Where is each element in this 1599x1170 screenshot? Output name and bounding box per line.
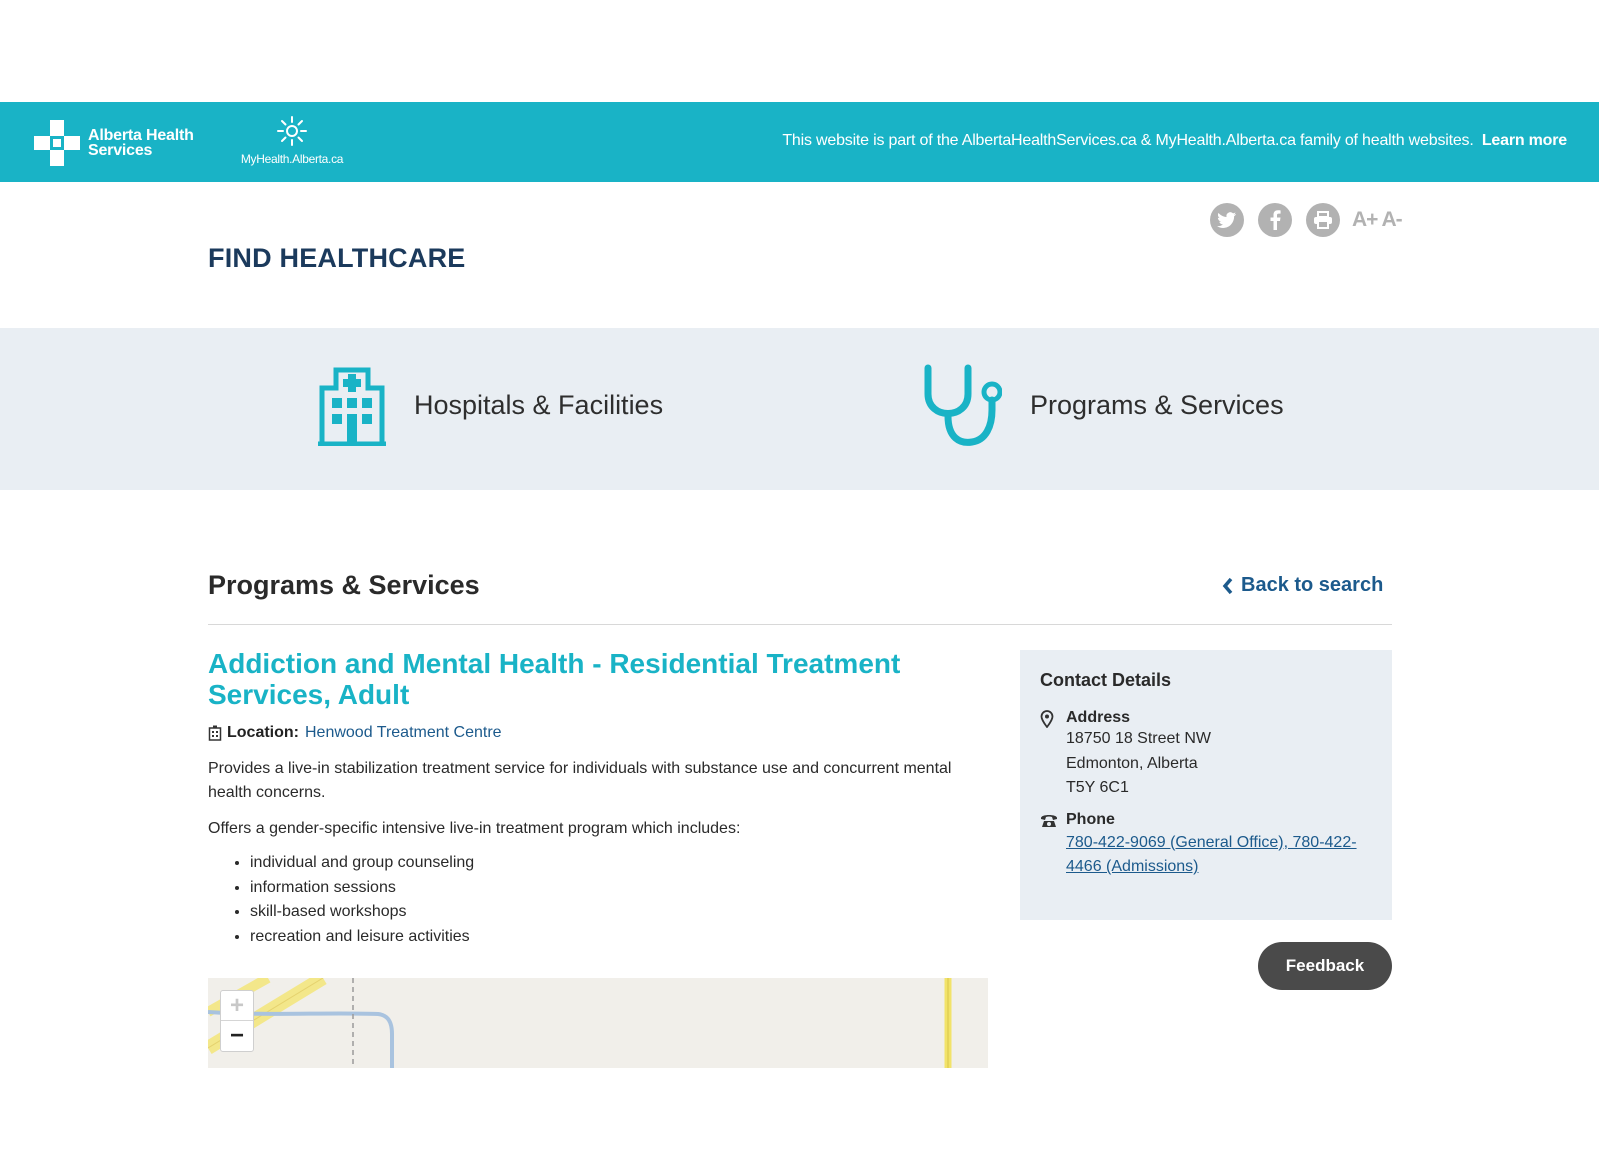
category-hospitals-label: Hospitals & Facilities xyxy=(414,389,664,420)
location-label: Location: xyxy=(227,724,299,741)
back-to-search-label: Back to search xyxy=(1241,574,1384,596)
list-item: • skill-based workshops xyxy=(250,900,988,925)
hospital-icon xyxy=(318,364,386,446)
category-hospitals[interactable] xyxy=(318,364,663,446)
zoom-in-button[interactable]: + xyxy=(221,991,253,1021)
address-line: 18750 18 Street NW xyxy=(1066,730,1211,747)
category-programs[interactable] xyxy=(920,364,1284,446)
list-item: • information sessions xyxy=(250,876,988,901)
banner-message-text: This website is part of the AlbertaHealthServices.ca & MyHealth.Alberta.ca family of health websites. xyxy=(782,132,1474,149)
ahs-logo[interactable] xyxy=(34,120,194,166)
stethoscope-icon xyxy=(920,364,1002,446)
category-bar xyxy=(0,328,1599,490)
location-map[interactable] xyxy=(208,978,988,1068)
phone-numbers-link[interactable]: 780-422-9069 (General Office), 780-422-4466 (Admissions) xyxy=(1066,833,1357,875)
phone-icon xyxy=(1040,812,1058,828)
address-line: T5Y 6C1 xyxy=(1066,779,1129,796)
sun-icon xyxy=(277,116,307,146)
address-label: Address xyxy=(1066,709,1131,726)
learn-more-link[interactable]: Learn more xyxy=(1481,132,1567,149)
top-banner xyxy=(0,102,1599,182)
twitter-icon[interactable] xyxy=(1210,203,1244,237)
back-to-search-link[interactable] xyxy=(1222,574,1383,597)
location-link[interactable]: Henwood Treatment Centre xyxy=(305,724,502,741)
address-line: Edmonton, Alberta xyxy=(1066,754,1198,772)
feedback-button[interactable]: Feedback xyxy=(1258,942,1392,990)
phone-label: Phone xyxy=(1066,810,1115,828)
page-title: FIND HEALTHCARE xyxy=(208,243,466,273)
program-location xyxy=(208,724,988,742)
map-zoom-controls xyxy=(220,990,254,1052)
section-title: Programs & Services xyxy=(208,570,480,600)
map-pin-icon xyxy=(1040,710,1054,728)
address-group xyxy=(1040,709,1372,801)
font-size-controls[interactable]: A+ A- xyxy=(1352,208,1402,231)
category-programs-label: Programs & Services xyxy=(1030,389,1284,420)
program-offerings-list xyxy=(250,851,988,949)
program-name: Addiction and Mental Health - Residential Treatment Services, Adult xyxy=(208,648,901,710)
contact-details-panel xyxy=(1020,650,1392,920)
myhealth-logo[interactable] xyxy=(236,116,348,166)
ahs-cross-icon xyxy=(34,120,80,166)
list-item: • recreation and leisure activities xyxy=(250,925,988,950)
section-divider xyxy=(208,624,1392,625)
contact-heading: Contact Details xyxy=(1040,670,1172,690)
facebook-icon[interactable] xyxy=(1258,203,1292,237)
zoom-out-button[interactable]: − xyxy=(229,1022,244,1049)
map-tiles xyxy=(208,978,988,1068)
program-details xyxy=(208,648,988,949)
myhealth-logo-text: MyHealth.Alberta.ca xyxy=(240,152,344,166)
ahs-logo-text: Alberta Health Services xyxy=(88,127,194,159)
share-toolbar xyxy=(1210,203,1402,237)
phone-group xyxy=(1040,811,1372,880)
chevron-left-icon xyxy=(1222,577,1233,595)
program-offers-intro: Offers a gender-specific intensive live-in treatment program which includes: xyxy=(208,820,741,837)
list-item: • individual and group counseling xyxy=(250,851,988,876)
building-icon xyxy=(208,725,222,741)
print-icon[interactable] xyxy=(1306,203,1340,237)
program-description: Provides a live-in stabilization treatment service for individuals with substance use and concurrent mental health concerns. xyxy=(208,760,952,801)
banner-message xyxy=(782,132,1567,150)
